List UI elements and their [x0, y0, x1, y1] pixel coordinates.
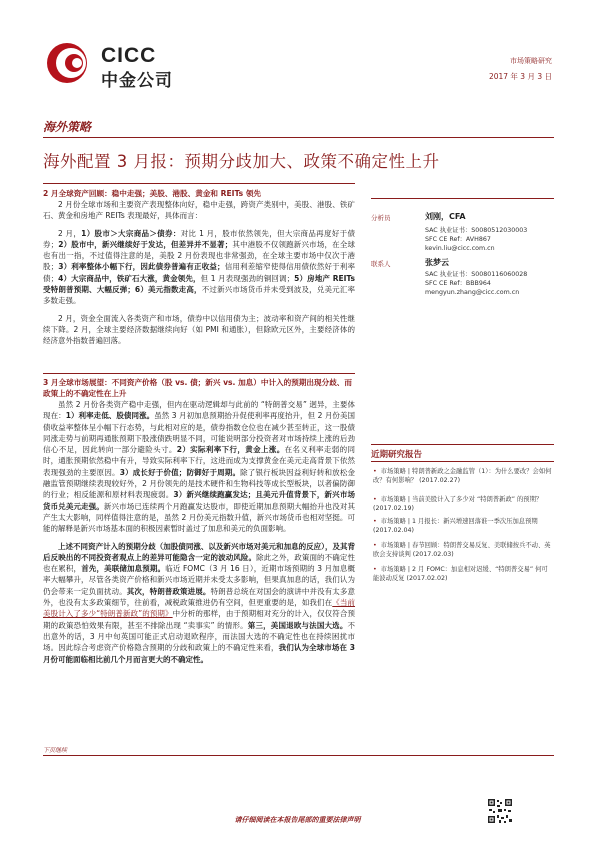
analyst-1-sac: SAC 执业证书：S0080512030003 — [425, 227, 528, 234]
section-divider — [43, 373, 355, 374]
related-report-text: 市场策略 | 特朗普新政之金融监管（1）：为什么要改？会如何改？有何影响？ — [373, 468, 552, 484]
analyst-1-name: 刘刚，CFA — [425, 212, 466, 221]
section-1-heading: 2 月全球资产回顾：稳中走强；美股、港股、黄金和 REITs 领先 — [43, 189, 262, 198]
text-bold: 2）实际利率下行，黄金上涨。 — [176, 445, 285, 455]
related-report-item[interactable] — [373, 496, 554, 513]
section-1-paragraph-1 — [43, 199, 355, 222]
report-type: 市场策略研究 — [510, 57, 552, 65]
bullet-icon: • — [373, 542, 377, 549]
title-divider — [43, 137, 554, 138]
text: 但 1 月表现强劲的铜回调； — [200, 273, 295, 283]
bullet-icon: • — [373, 566, 377, 573]
text-bold: 4）大宗商品中，铁矿石大涨，黄金领先， — [58, 273, 201, 283]
text-bold: 3）利率整体小幅下行，因此债券普遍有正收益； — [58, 262, 225, 272]
text: 特朗普总统在对国会的演讲中并没有太多意外，也没有太多政策细节，往前看，减税政策推进仍有空间，但更重要的是，如我们在 — [43, 586, 356, 608]
text: 除此之外，政策面的不确定性也在累积， — [43, 552, 356, 574]
text-bold: 1）股市＞大宗商品＞债券： — [81, 228, 181, 238]
legal-disclaimer: 请仔细阅读在本报告尾部的重要法律声明 — [234, 816, 361, 824]
related-report-item[interactable] — [373, 566, 554, 583]
text-bold: 3）成长好于价值；防御好于周期。 — [119, 467, 241, 477]
related-top-divider — [371, 444, 554, 445]
text-bold: 1）利率走低、股债同涨。 — [65, 411, 155, 421]
analyst-2-sac: SAC 执业证书：S0080116060028 — [425, 271, 528, 278]
text: 在名义利率走弱的同时，通胀预期依然稳中有升，导致实际利率下行，这进而成为支撑黄金在美元走高背景下依然表现强劲的主要原因。 — [43, 445, 356, 477]
related-report-item[interactable] — [373, 542, 554, 559]
text-bold: 我们认为全球市场在 3 月份可能面临相比前几个月而言更大的不确定性。 — [43, 643, 355, 664]
related-report-text: 市场策略 | 2 月 FOMC：加息相对迟缓、“特朗普交易” 何可能波动反复 — [373, 566, 548, 582]
section-2-paragraph-2 — [43, 541, 355, 665]
text: 其中港股不仅领跑新兴市场，在全球也有出一指，不过值得注意的是，美股 2 月份表现也非常强劲，在全球主要市场中仅次于港股； — [43, 239, 356, 272]
cicc-logo — [43, 38, 183, 91]
text-bold: 上述不同资产计入的预期分歧（加股债同涨、以及新兴市场对美元和加息的反应），及其背后反映出的不同投资者观点上的差异可能隐含一定的波动风险。 — [43, 541, 355, 562]
section-2-heading: 3 月全球市场展望：不同资产价格（股 vs. 债；新兴 vs. 加息）中计入的预期出现分歧、而政策上的不确定性在上升 — [43, 378, 352, 398]
text: 虽然 3 月初加息预期抬升促使利率再度抬升，但 2 月份美国债收益率整体呈小幅下行态势，与此相对应的是，债券指数仓位也在减少甚至转正，这一股债同涨走势与前期再通胀预期下股涨债跌明显不同，可能说明部分投资者对市场持续上涨的后劲信心不足，因此转向一部分避险头寸。 — [43, 411, 356, 455]
text: 2 月， — [58, 228, 82, 238]
text: 2 月，资金全面流入各类资产和市场，债券中以信用债为主；波动率和资产间的相关性继续下降。2 月，全球主要经济数据继续向好（如 PMI 和通胀），但除欧元区外，主要经济体的经济意外指数普遍回落。 — [43, 313, 355, 346]
text: 对比 1 月，股市依然领先，但大宗商品再度好于债券； — [43, 228, 356, 249]
analyst-label: 分析员 — [371, 214, 391, 222]
analyst-2-name: 张梦云 — [425, 258, 449, 267]
analyst-2-sfc: SFC CE Ref：BBB964 — [425, 280, 491, 287]
section-2-paragraph-1 — [43, 399, 355, 535]
section-1 — [43, 188, 355, 347]
report-date: 2017 年 3 月 3 日 — [488, 72, 552, 81]
text: 中分析的那样，由于预期相对充分的计入，仅仅符合预期的政策恐怕效果有限，甚至不排除出现 “卖事实” 的情形。 — [43, 609, 355, 630]
footer-divider — [43, 755, 554, 756]
related-report-date: (2017.02.04) — [373, 526, 414, 534]
section-2 — [43, 377, 355, 665]
related-report-date: (2017.02.03) — [412, 550, 454, 558]
logo-text-cn: 中金公司 — [101, 71, 173, 91]
bullet-icon: • — [373, 518, 377, 525]
analyst-2-email[interactable]: mengyun.zhang@cicc.com.cn — [425, 289, 520, 296]
text: 不过新兴市场货币并未受到波及，兑美元汇率多数走强。 — [43, 285, 356, 306]
text-bold: 6）美元指数走高， — [134, 285, 202, 295]
text-bold: 第三，美国退欧与法国大选。 — [247, 620, 348, 630]
section-1-paragraph-2 — [43, 228, 355, 307]
bullet-icon: • — [373, 468, 377, 475]
text-bold: 首先，美联储加息预期。 — [81, 564, 166, 574]
report-link[interactable]: 《当前美股计入了多少“特朗普新政”的预期》 — [43, 598, 356, 619]
cicc-logo-mark-icon — [43, 38, 95, 88]
text: 信用利差缩窄使得信用债依然好于利率债； — [43, 262, 356, 283]
body-top-divider — [43, 183, 355, 184]
analyst-2-info — [425, 270, 527, 297]
related-report-item[interactable] — [373, 468, 554, 485]
analyst-divider — [371, 198, 554, 199]
related-report-text: 市场策略 | 当前美股计入了多少对 “特朗普新政” 的预期？ — [380, 496, 543, 503]
related-title-divider — [371, 461, 554, 462]
text: 临近 FOMC（3 月 16 日），近期市场预期的 3 月加息概率大幅攀升，尽管各类资产价格和新兴市场近期并未受太多影响，但果真加息的话，我们认为仍会带来一定负面扰动。 — [43, 564, 356, 596]
text-bold: 其次，特朗普政策进展。 — [126, 586, 211, 596]
analyst-1-info — [425, 226, 527, 253]
text-bold: 5）房地产 REITs 受特朗普预期、大幅反弹； — [43, 273, 355, 295]
related-report-text: 市场策略 | 1 月报长：新兴增速回落谁一季次压加息预期 — [380, 518, 538, 525]
text: 2 月份全球市场和主要资产表现整体向好，稳中走强，跨资产类别中，美股、港股、铁矿石、黄金和房地产 REITs 表现最好，具体而言： — [43, 200, 355, 221]
related-reports-title: 近期研究报告 — [371, 450, 423, 460]
report-title: 海外配置 3 月报：预期分歧加大、政策不确定性上升 — [43, 152, 440, 171]
section-label: 海外策略 — [43, 120, 92, 134]
bullet-icon: • — [373, 496, 377, 503]
logo-text-en: CICC — [101, 44, 157, 67]
related-report-item[interactable] — [373, 518, 554, 535]
related-report-text: 市场策略 | 春节回顾：特朗普交易反复、美联储按兵不动、英欧会支持谈判 — [373, 542, 551, 558]
contact-label: 联系人 — [371, 260, 391, 268]
analyst-1-sfc: SFC CE Ref：AVH867 — [425, 236, 491, 243]
text: 不出意外的话，3 月中旬英国可能正式启动退欧程序，而法国大选的不确定性也在持续困扰市场。因此综合考虑资产价格隐含预期的分歧和政策上的不确定性来看， — [43, 620, 356, 653]
text: 除了银行板块因益利好转和放松金融监管预期继续表现较好外，2 月份领先的是技术硬件和生物科技等成长型板块，以者偏防御的行业；相反能源和原材料表现疲弱。 — [43, 467, 356, 500]
related-report-date: (2017.02.27) — [419, 476, 461, 484]
text-bold: 2）股市中，新兴继续好于发达，但差异并不显著； — [58, 239, 233, 249]
continued-note: 下页继续 — [43, 747, 68, 754]
related-report-date: (2017.02.19) — [373, 504, 414, 512]
section-1-paragraph-3 — [43, 313, 355, 347]
text: 新兴市场已连续两个月跑赢发达股市，即使近期加息预期大幅抬升也没对其产生太大影响，同样值得注意的是，虽然 2 月份美元指数升值，新兴市场货币也相对坚挺。可能的解释是新兴市场基本面的积极因素暂时盖过了加息和美元的负面影响。 — [43, 501, 356, 534]
text: 虽然 2 月份各类资产稳中走强，但内在驱动逻辑却与此前的 “特朗普交易” 迥异，主要体现在： — [43, 400, 355, 421]
analyst-1-email[interactable]: kevin.liu@cicc.com.cn — [425, 245, 495, 252]
related-report-date: (2017.02.02) — [406, 574, 448, 582]
text-bold: 3）新兴继续跑赢发达；且美元升值背景下，新兴市场货币兑美元走强。 — [43, 490, 356, 511]
